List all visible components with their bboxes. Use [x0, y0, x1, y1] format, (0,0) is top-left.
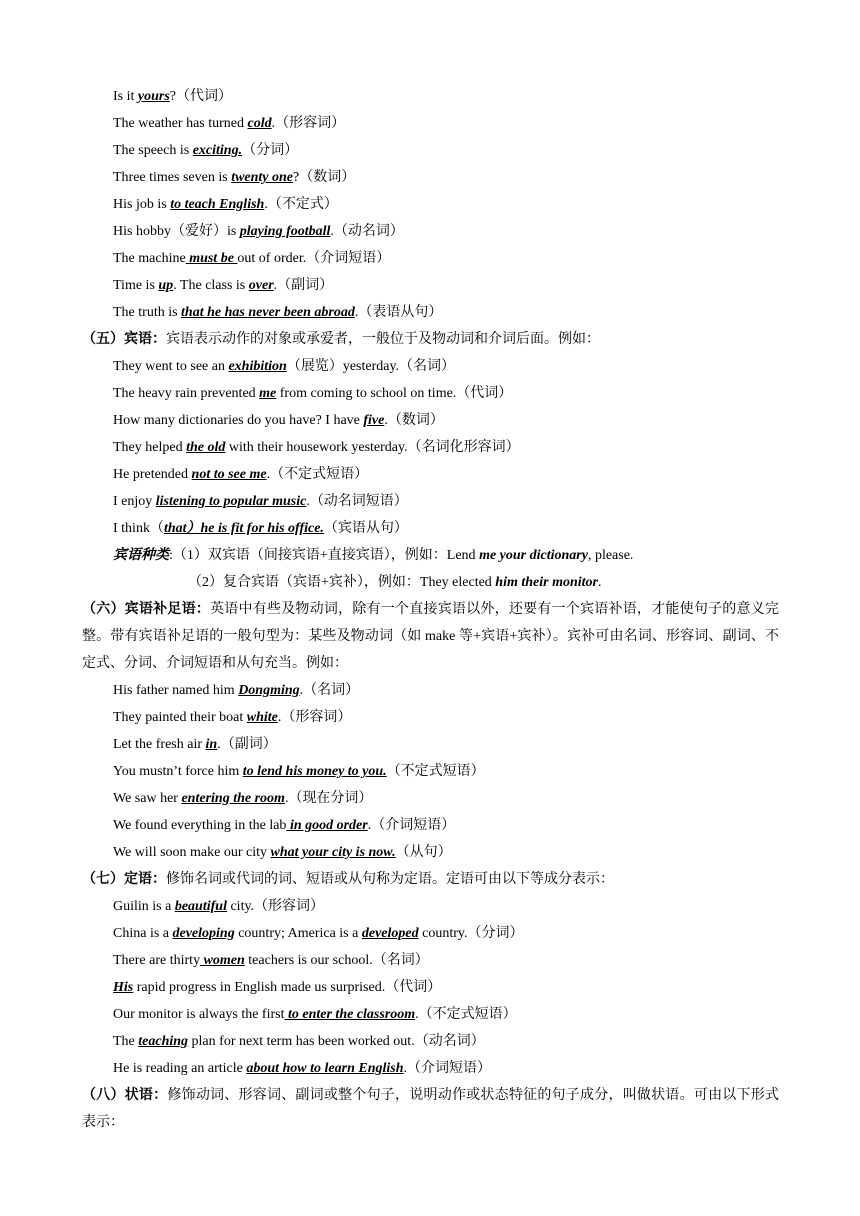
section-heading-line: [82, 1082, 779, 1136]
line-text: 宾语表示动作的对象或承爱者，一般位于及物动词和介词后面。例如：: [166, 332, 600, 347]
line-text: The machine: [113, 251, 186, 266]
line-text: .（介词短语）: [403, 1061, 491, 1076]
answer-text: teaching: [138, 1034, 189, 1049]
line-text: The truth is: [113, 305, 182, 320]
line-text: .（副词）: [273, 278, 334, 293]
line-text: （展览）yesterday.（名词）: [286, 359, 456, 374]
text-line: [0, 299, 860, 326]
line-text: .: [598, 575, 602, 590]
line-text: We saw her: [113, 791, 182, 806]
section-heading-line: [0, 326, 860, 353]
section-label: （五）宾语：: [82, 332, 166, 347]
answer-text: listening to popular music: [155, 494, 307, 509]
section-label: （六）宾语补足语：: [82, 602, 211, 617]
line-text: （不定式短语）: [386, 764, 485, 779]
line-text: You mustn’t force him: [113, 764, 243, 779]
text-line: [0, 542, 860, 569]
text-line: [0, 1055, 860, 1082]
line-text: out of order.（介词短语）: [237, 251, 391, 266]
text-line: [0, 245, 860, 272]
line-text: The weather has turned: [113, 116, 248, 131]
line-text: , please.: [587, 548, 634, 563]
text-line: [0, 947, 860, 974]
answer-text: playing football: [239, 224, 331, 239]
section-label: （七）定语：: [82, 872, 166, 887]
text-line: [0, 191, 860, 218]
line-text: He is reading an article: [113, 1061, 247, 1076]
answer-text: developed: [361, 926, 419, 941]
line-text: Guilin is a: [113, 899, 175, 914]
text-line: [0, 272, 860, 299]
line-text: We will soon make our city: [113, 845, 271, 860]
text-line: [0, 812, 860, 839]
text-line: [0, 218, 860, 245]
text-line: [0, 1028, 860, 1055]
line-text: His job is: [113, 197, 171, 212]
line-text: city.（形容词）: [226, 899, 325, 914]
answer-text: about how to learn English: [246, 1061, 404, 1076]
line-text: They helped: [113, 440, 187, 455]
line-text: .（介词短语）: [367, 818, 456, 833]
line-text: country.（分词）: [418, 926, 524, 941]
answer-text: yours: [137, 89, 170, 104]
text-line: [0, 83, 860, 110]
line-text: country; America is a: [234, 926, 362, 941]
line-text: I enjoy: [113, 494, 156, 509]
line-text: Is it: [113, 89, 138, 104]
answer-text: that）he is fit for his office.: [163, 521, 324, 536]
emphasis-text: me your dictionary: [479, 548, 588, 563]
answer-text: Dongming: [238, 683, 300, 698]
line-text: How many dictionaries do you have? I have: [113, 413, 364, 428]
text-line: [0, 569, 860, 596]
text-line: [0, 110, 860, 137]
text-line: [0, 137, 860, 164]
text-line: [0, 461, 860, 488]
line-text: China is a: [113, 926, 173, 941]
line-text: Let the fresh air: [113, 737, 206, 752]
answer-text: in good order: [286, 818, 368, 833]
line-text: from coming to school on time.（代词）: [276, 386, 513, 401]
line-text: There are thirty: [113, 953, 201, 968]
answer-text: the old: [186, 440, 226, 455]
text-line: [0, 893, 860, 920]
line-text: He pretended: [113, 467, 192, 482]
line-text: （宾语从句）: [323, 521, 408, 536]
section-label: （八）状语：: [82, 1088, 168, 1103]
text-line: [0, 1001, 860, 1028]
line-text: 修饰名词或代词的词、短语或从句称为定语。定语可由以下等成分表示：: [166, 872, 614, 887]
line-text: plan for next term has been worked out.（动名词）: [188, 1034, 485, 1049]
line-text: .（不定式短语）: [415, 1007, 517, 1022]
answer-text: over: [248, 278, 274, 293]
answer-text: not to see me: [191, 467, 267, 482]
answer-text: in: [205, 737, 218, 752]
text-line: [0, 515, 860, 542]
line-text: They painted their boat: [113, 710, 247, 725]
text-line: [0, 434, 860, 461]
line-text: Our monitor is always the first: [113, 1007, 285, 1022]
line-text: 修饰动词、形容词、副词或整个句子，说明动作或状态特征的句子成分，叫做状语。可由以下形式表示：: [82, 1088, 779, 1130]
answer-text: cold: [247, 116, 272, 131]
answer-text: exciting.: [192, 143, 243, 158]
answer-text: white: [246, 710, 278, 725]
line-text: .（副词）: [217, 737, 277, 752]
line-text: His hobby（爱好）is: [113, 224, 240, 239]
line-text: .（名词）: [299, 683, 360, 698]
answer-text: me: [259, 386, 277, 401]
answer-text: twenty one: [231, 170, 294, 185]
line-text: .（动名词）: [330, 224, 404, 239]
line-text: .（不定式）: [264, 197, 338, 212]
line-text: teachers is our school.（名词）: [244, 953, 429, 968]
line-text: ?（代词）: [169, 89, 233, 104]
line-text: .（不定式短语）: [266, 467, 369, 482]
text-line: [0, 380, 860, 407]
line-text: I think（: [113, 521, 164, 536]
line-text: . The class is: [173, 278, 249, 293]
answer-text: beautiful: [174, 899, 227, 914]
text-line: [0, 758, 860, 785]
emphasis-text: 宾语种类: [113, 548, 169, 563]
line-text: .（现在分词）: [284, 791, 373, 806]
text-line: [0, 164, 860, 191]
line-text: rapid progress in English made us surprised.（代词）: [133, 980, 442, 995]
answer-text: to lend his money to you.: [242, 764, 387, 779]
emphasis-text: him their monitor: [495, 575, 598, 590]
text-line: [0, 353, 860, 380]
answer-text: what your city is now.: [270, 845, 396, 860]
text-line: [0, 785, 860, 812]
text-line: [0, 731, 860, 758]
answer-text: that he has never been abroad: [181, 305, 355, 320]
line-text: .（动名词短语）: [306, 494, 408, 509]
answer-text: exhibition: [228, 359, 287, 374]
line-text: .（形容词）: [271, 116, 346, 131]
text-line: [0, 839, 860, 866]
text-line: [0, 677, 860, 704]
line-text: They went to see an: [113, 359, 229, 374]
line-text: Three times seven is: [113, 170, 232, 185]
answer-text: women: [200, 953, 245, 968]
section-heading-line: [82, 596, 779, 677]
answer-text: to enter the classroom: [284, 1007, 416, 1022]
line-text: The speech is: [113, 143, 193, 158]
line-text: （分词）: [242, 143, 299, 158]
answer-text: entering the room: [181, 791, 285, 806]
line-text: （从句）: [395, 845, 452, 860]
line-text: The: [113, 1034, 139, 1049]
answer-text: must be: [185, 251, 238, 266]
text-line: [0, 704, 860, 731]
line-text: 英语中有些及物动词，除有一个直接宾语以外，还要有一个宾语补语，才能使句子的意义完整。带有宾语补足语的一般句型为：某些及物动词（如 make 等+宾语+宾补）。宾补可由名词、形容词、副词、不定式、分词、介词短语和从句充当。例如：: [82, 602, 779, 671]
text-line: [0, 974, 860, 1001]
text-line: [0, 407, 860, 434]
answer-text: His: [113, 980, 134, 995]
text-line: [0, 920, 860, 947]
answer-text: to teach English: [170, 197, 265, 212]
line-text: Time is: [113, 278, 159, 293]
line-text: （2）复合宾语（宾语+宾补），例如：They elected: [188, 575, 496, 590]
answer-text: developing: [172, 926, 235, 941]
line-text: .（表语从句）: [354, 305, 443, 320]
section-heading-line: [0, 866, 860, 893]
answer-text: five: [363, 413, 385, 428]
line-text: The heavy rain prevented: [113, 386, 260, 401]
text-line: [0, 488, 860, 515]
line-text: His father named him: [113, 683, 239, 698]
answer-text: up: [158, 278, 174, 293]
line-text: .（形容词）: [277, 710, 352, 725]
line-text: ?（数词）: [293, 170, 356, 185]
line-text: .（数词）: [384, 413, 444, 428]
line-text: with their housework yesterday.（名词化形容词）: [225, 440, 520, 455]
line-text: We found everything in the lab: [113, 818, 287, 833]
line-text: :（1）双宾语（间接宾语+直接宾语），例如：Lend: [169, 548, 480, 563]
